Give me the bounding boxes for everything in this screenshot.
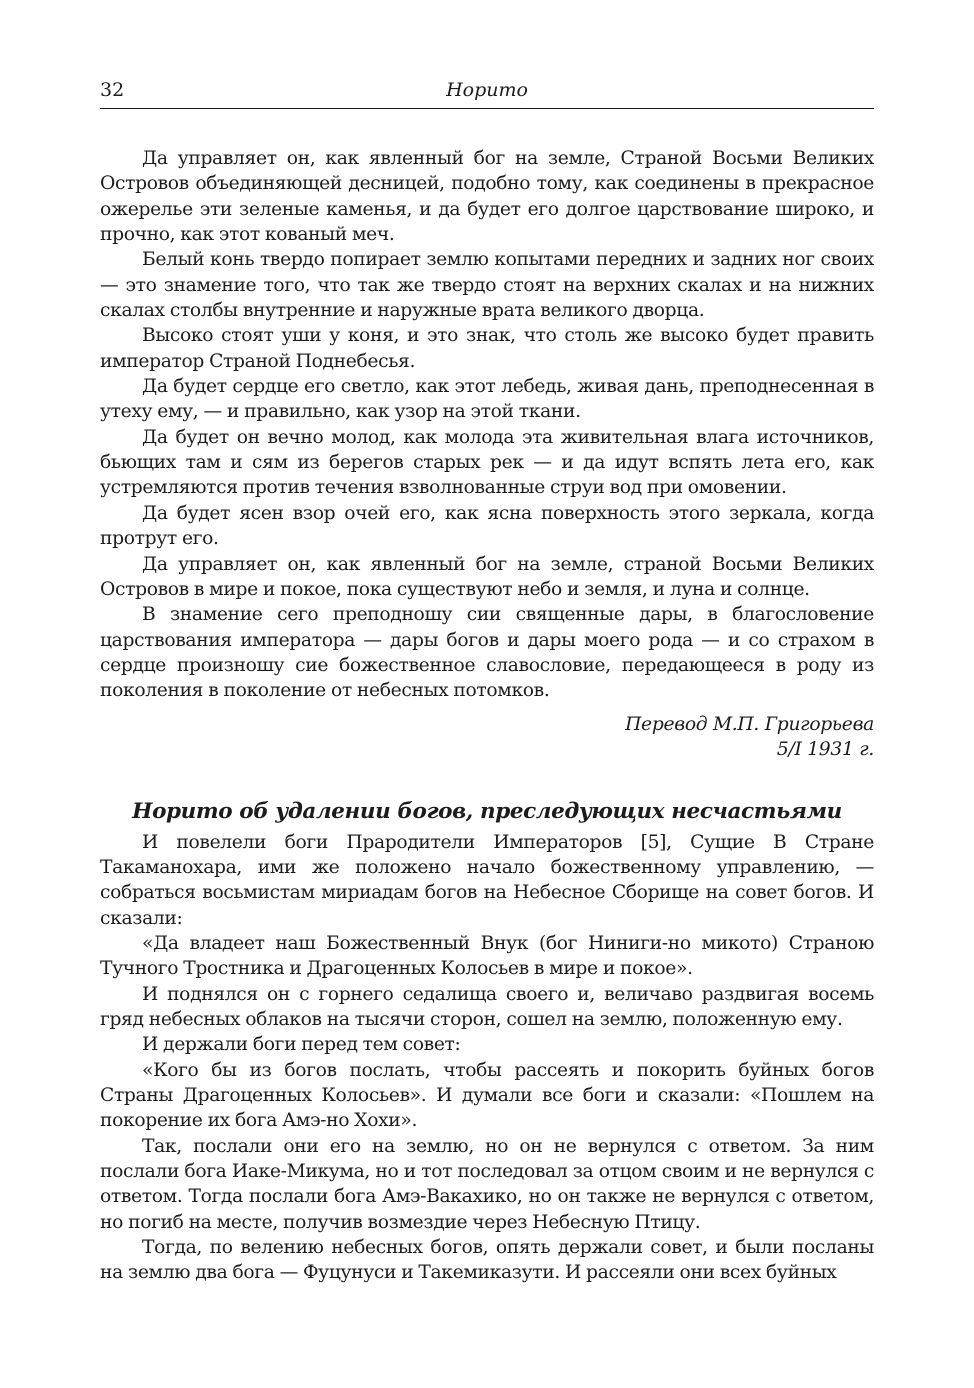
paragraph: В знамение сего преподношу сии священные дары, в благословение царствования императора — дары богов и дары моего рода — и со страхом в сердце произношу сие божественное славословие, передающееся в роду из поколения в поколение от небесных потомков. bbox=[100, 604, 874, 702]
translator-name: Перевод М.П. Григорьева bbox=[625, 713, 874, 735]
paragraph: Так, послали они его на землю, но он не вернулся с ответом. За ним послали бога Иаке-Микума, но и тот последовал за отцом своим и не вернулся с ответом. Тогда послали бога Амэ-Вакахико, но он также не вернулся с ответом, но погиб на месте, получив возмездие через Небесную Птицу. bbox=[100, 1135, 874, 1233]
paragraph: Да будет он вечно молод, как молода эта живительная влага источников, бьющих там и сям из берегов старых рек — и да идут вспять лета его, как устремляются против течения взволнованные струи вод при омовении. bbox=[100, 426, 874, 499]
paragraph: Да управляет он, как явленный бог на земле, страной Восьми Великих Островов в мире и покое, пока существуют небо и земля, и луна и солнце. bbox=[100, 553, 874, 600]
norito-text-part1 bbox=[100, 146, 874, 704]
page bbox=[100, 74, 874, 1286]
paragraph: Да будет ясен взор очей его, как ясна поверхность этого зеркала, когда протрут его. bbox=[100, 502, 874, 550]
section-heading: Норито об удалении богов, преследующих несчастьями bbox=[132, 798, 842, 824]
translation-date: 5/I 1931 г. bbox=[776, 739, 874, 761]
translator-attribution bbox=[100, 712, 874, 763]
paragraph: Да будет сердце его светло, как этот лебедь, живая дань, преподнесенная в утеху ему, — и правильно, как узор на этой ткани. bbox=[100, 376, 874, 423]
paragraph: Тогда, по велению небесных богов, опять держали совет, и были посланы на землю два бога — Фуцунуси и Такемиказути. И рассеяли они всех буйных bbox=[100, 1237, 874, 1284]
norito-text-part2 bbox=[100, 830, 874, 1286]
paragraph: Белый конь твердо попирает землю копытами передних и задних ног своих — это знамение того, что так же твердо стоят на верхних скалах и на нижних скалах столбы внутренние и наружные врата великого дворца. bbox=[100, 249, 874, 322]
page-number: 32 bbox=[100, 79, 125, 101]
paragraph: И поднялся он с горнего седалища своего и, величаво раздвигая восемь гряд небесных облаков на тысячи сторон, сошел на землю, положенную ему. bbox=[100, 983, 874, 1030]
paragraph: Да управляет он, как явленный бог на земле, Страной Восьми Великих Островов объединяющей десницей, подобно тому, как соединены в прекрасное ожерелье эти зеленые каменья, и да будет его долгое царствование широко, и прочно, как этот кованый меч. bbox=[100, 148, 874, 246]
paragraph: Высоко стоят уши у коня, и это знак, что столь же высоко будет править император Страной Поднебесья. bbox=[100, 325, 874, 372]
paragraph: «Да владеет наш Божественный Внук (бог Ниниги-но микото) Страною Тучного Тростника и Драгоценных Колосьев в мире и покое». bbox=[100, 932, 874, 980]
running-head bbox=[100, 74, 874, 109]
running-title: Норито bbox=[446, 79, 528, 101]
paragraph: И повелели боги Прародители Императоров [5], Сущие В Стране Такаманохара, ими же положено начало божественному управлению, — собраться восьмистам мириадам богов на Небесное Сборище на совет богов. И сказали: bbox=[100, 831, 874, 929]
paragraph: «Кого бы из богов послать, чтобы рассеять и покорить буйных богов Страны Драгоценных Колосьев». И думали все боги и сказали: «Пошлем на покорение их бога Амэ-но Хохи». bbox=[100, 1059, 874, 1132]
paragraph: И держали боги перед тем совет: bbox=[142, 1034, 461, 1056]
